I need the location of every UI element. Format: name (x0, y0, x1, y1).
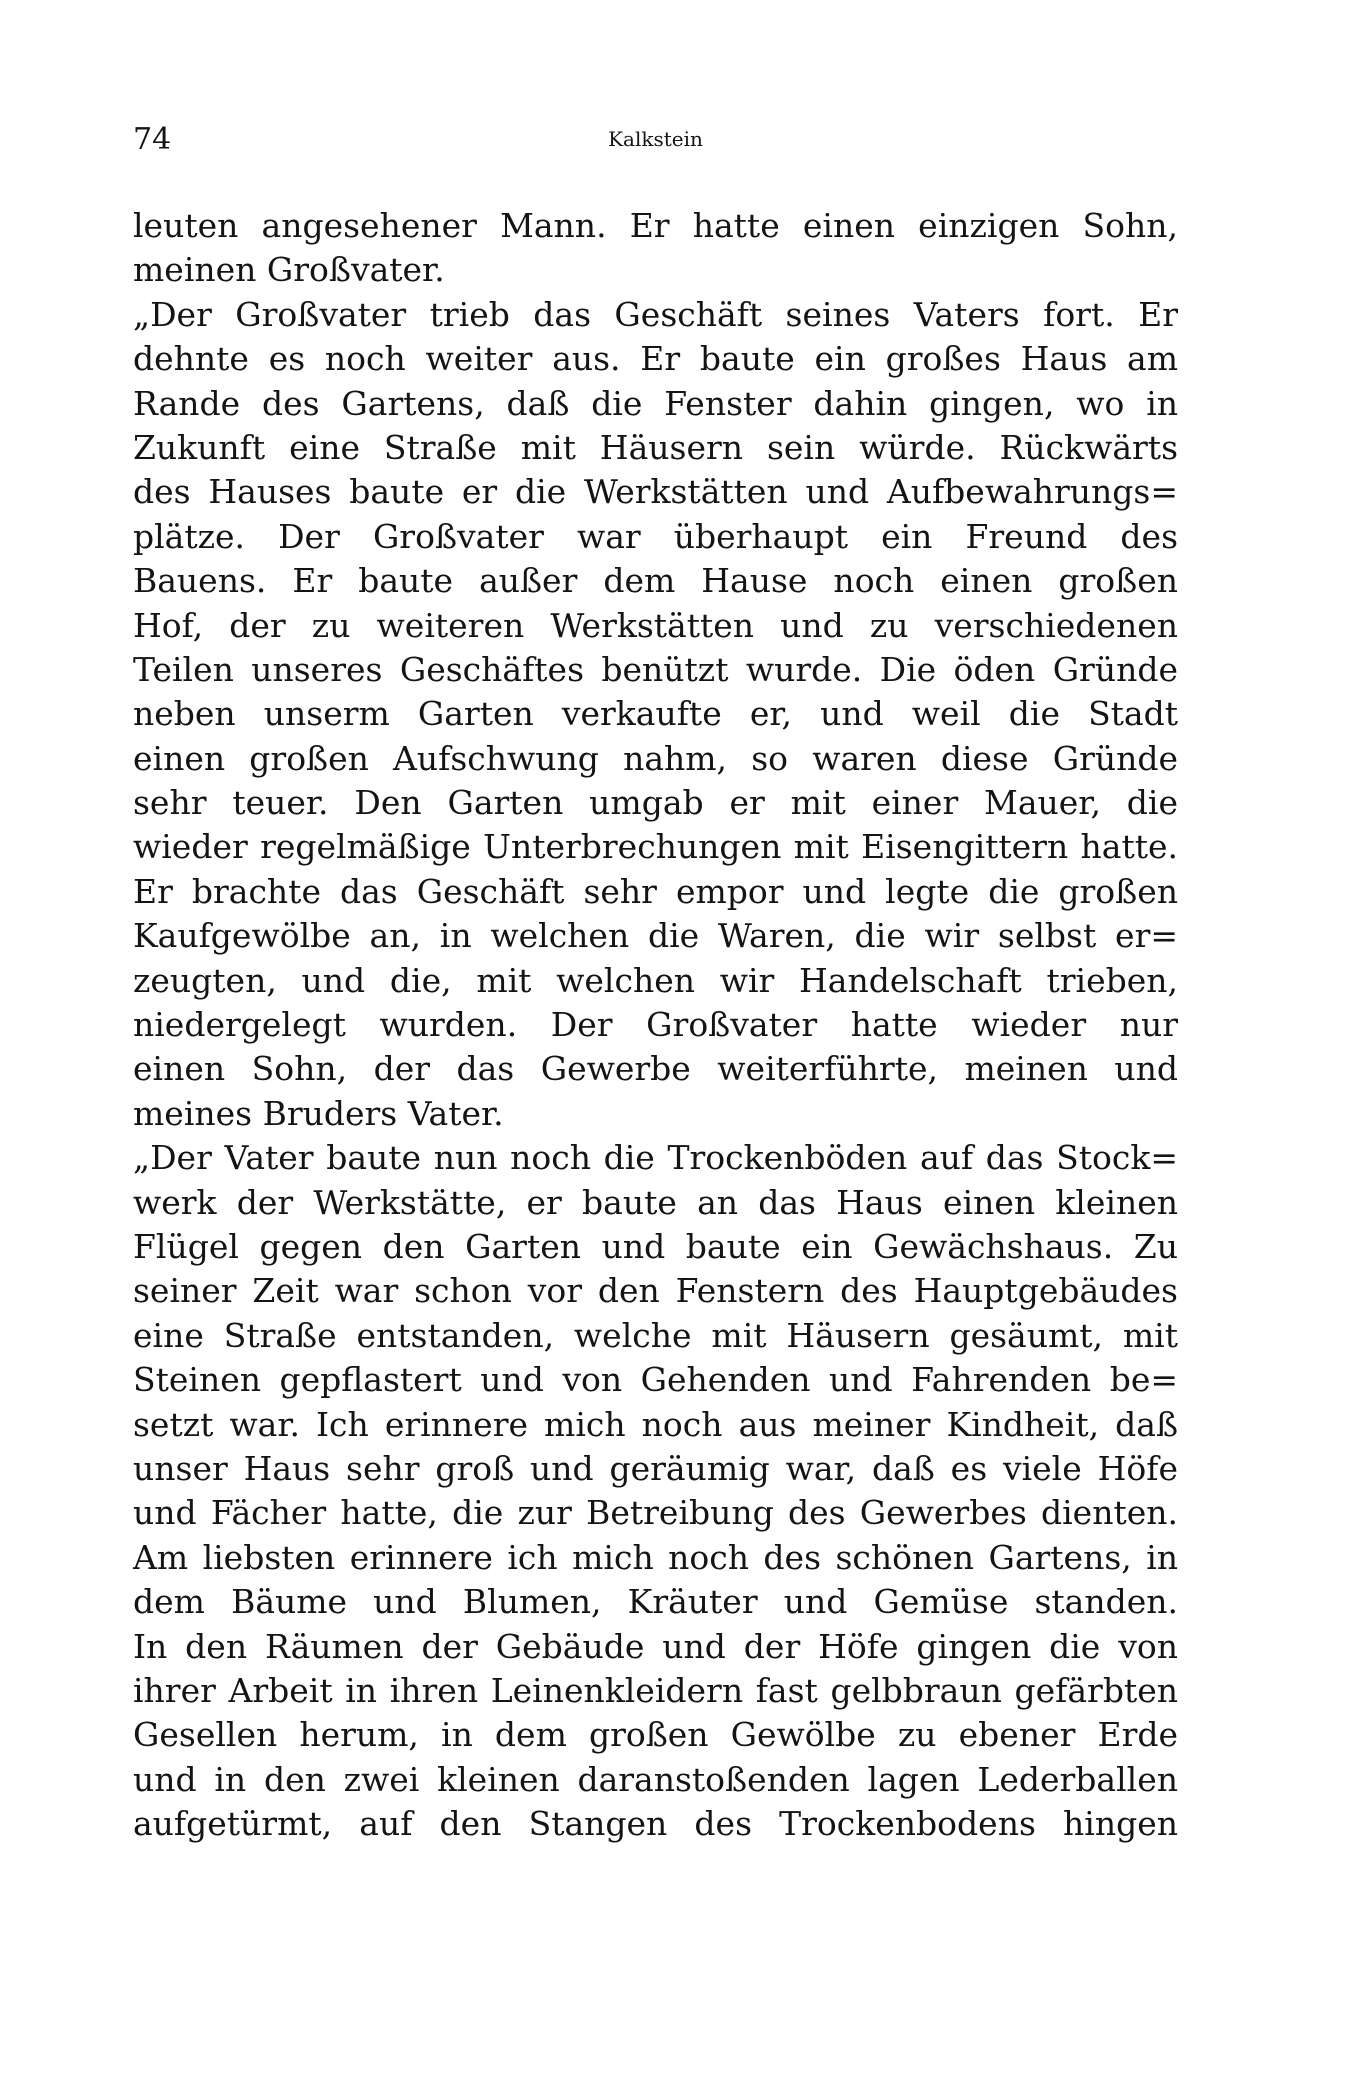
text-line: Kaufgewölbe an, in welchen die Waren, die wir selbst er= (133, 916, 1178, 956)
running-title: Kalkstein (608, 127, 703, 151)
text-line: dehnte es noch weiter aus. Er baute ein großes Haus am (133, 339, 1178, 379)
text-line: Rande des Gartens, daß die Fenster dahin gingen, wo in (133, 383, 1178, 423)
text-line: aufgetürmt, auf den Stangen des Trockenbodens hingen (133, 1804, 1178, 1844)
text-line: und in den zwei kleinen daranstoßenden lagen Lederballen (133, 1759, 1178, 1799)
text-line: zeugten, und die, mit welchen wir Handelschaft trieben, (133, 960, 1178, 1000)
page-number: 74 (133, 122, 172, 157)
text-line: Am liebsten erinnere ich mich noch des schönen Gartens, in (133, 1537, 1178, 1577)
text-line: „Der Vater baute nun noch die Trockenböden auf das Stock= (133, 1138, 1178, 1178)
text-line: setzt war. Ich erinnere mich noch aus meiner Kindheit, daß (133, 1404, 1178, 1444)
text-line: Er brachte das Geschäft sehr empor und legte die großen (133, 871, 1178, 911)
text-line: ihrer Arbeit in ihren Leinenkleidern fast gelbbraun gefärbten (133, 1670, 1178, 1710)
text-line: dem Bäume und Blumen, Kräuter und Gemüse standen. (133, 1582, 1178, 1622)
text-line: In den Räumen der Gebäude und der Höfe gingen die von (133, 1626, 1178, 1666)
text-line: seiner Zeit war schon vor den Fenstern des Hauptgebäudes (133, 1271, 1178, 1311)
text-line: und Fächer hatte, die zur Betreibung des Gewerbes dienten. (133, 1493, 1178, 1533)
text-line: werk der Werkstätte, er baute an das Haus einen kleinen (133, 1182, 1178, 1222)
text-line: meinen Großvater. (133, 250, 445, 290)
text-line: des Hauses baute er die Werkstätten und Aufbewahrungs= (133, 472, 1178, 512)
text-line: Zukunft eine Straße mit Häusern sein würde. Rückwärts (133, 427, 1178, 467)
text-line: plätze. Der Großvater war überhaupt ein Freund des (133, 516, 1178, 556)
text-line: Steinen gepflastert und von Gehenden und Fahrenden be= (133, 1360, 1178, 1400)
text-line: „Der Großvater trieb das Geschäft seines Vaters fort. Er (133, 294, 1178, 334)
text-line: leuten angesehener Mann. Er hatte einen einzigen Sohn, (133, 206, 1178, 245)
text-line: einen großen Aufschwung nahm, so waren diese Gründe (133, 738, 1178, 778)
text-line: neben unserm Garten verkaufte er, und weil die Stadt (133, 694, 1178, 734)
text-line: Gesellen herum, in dem großen Gewölbe zu ebener Erde (133, 1715, 1178, 1755)
text-body (133, 204, 1178, 1846)
text-line: Bauens. Er baute außer dem Hause noch einen großen (133, 561, 1178, 601)
text-line: Flügel gegen den Garten und baute ein Gewächshaus. Zu (133, 1226, 1178, 1266)
text-line: niedergelegt wurden. Der Großvater hatte wieder nur (133, 1005, 1178, 1045)
text-line: unser Haus sehr groß und geräumig war, daß es viele Höfe (133, 1448, 1178, 1488)
text-line: wieder regelmäßige Unterbrechungen mit Eisengittern hatte. (133, 827, 1178, 867)
text-line: eine Straße entstanden, welche mit Häusern gesäumt, mit (133, 1315, 1178, 1355)
text-line: meines Bruders Vater. (133, 1093, 504, 1133)
text-line: einen Sohn, der das Gewerbe weiterführte, meinen und (133, 1049, 1178, 1089)
page-header (133, 120, 1178, 160)
text-line: Hof, der zu weiteren Werkstätten und zu verschiedenen (133, 605, 1178, 645)
text-line: Teilen unseres Geschäftes benützt wurde. Die öden Gründe (133, 649, 1178, 689)
text-line: sehr teuer. Den Garten umgab er mit einer Mauer, die (133, 783, 1178, 823)
